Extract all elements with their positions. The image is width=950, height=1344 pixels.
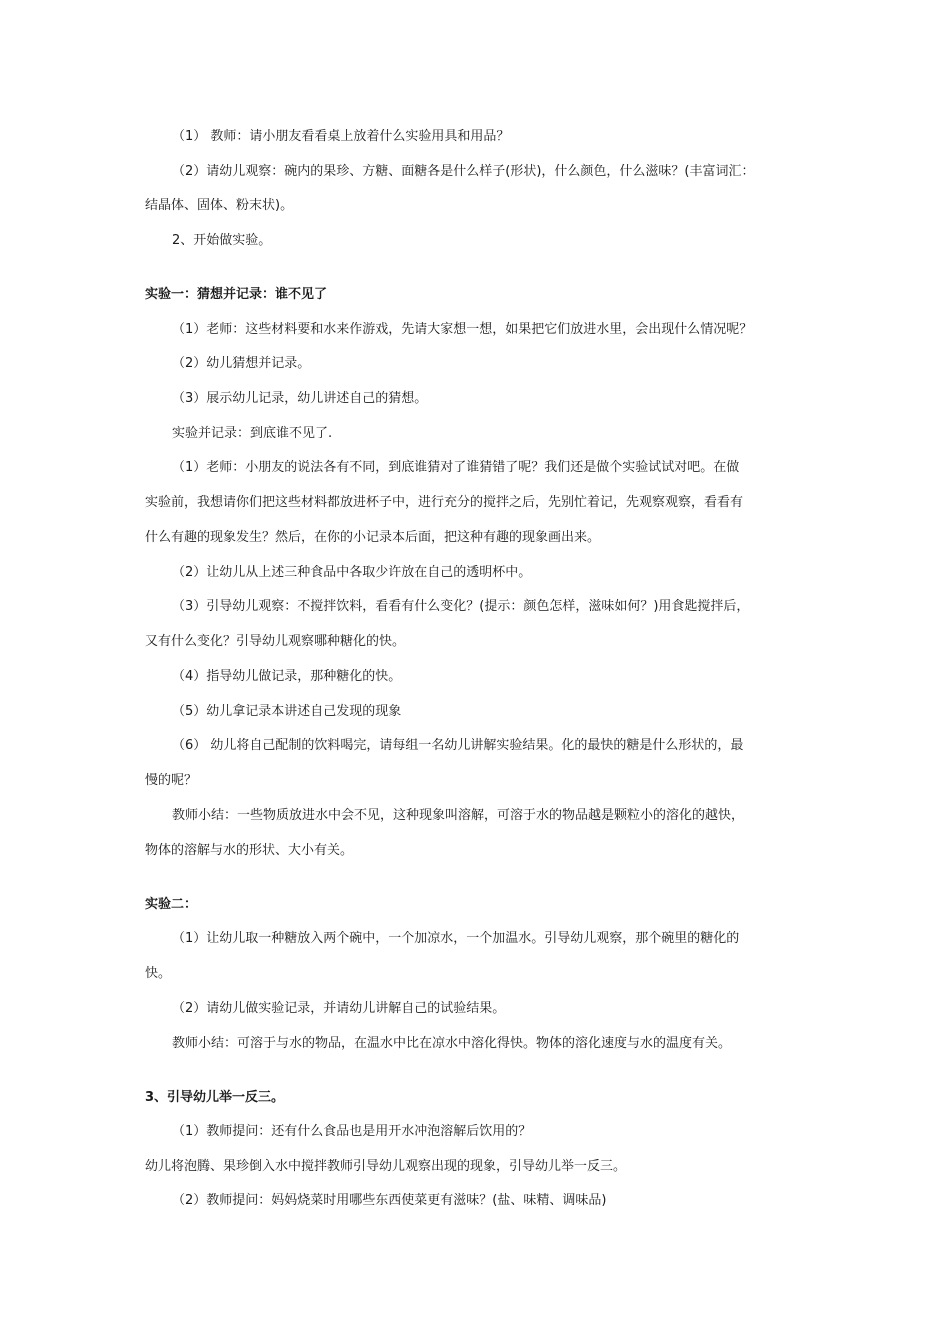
- paragraph-line: （1）让幼儿取一种糖放入两个碗中，一个加凉水，一个加温水。引导幼儿观察，那个碗里的糖化的: [172, 931, 740, 946]
- section-heading: 3、引导幼儿举一反三。: [145, 1090, 285, 1105]
- paragraph-line: 实验前，我想请你们把这些材料都放进杯子中，进行充分的搅拌之后，先别忙着记，先观察观察，看看有: [145, 495, 744, 510]
- paragraph-line: 又有什么变化？引导幼儿观察哪种糖化的快。: [145, 634, 406, 649]
- paragraph-line: （1）教师提问：还有什么食品也是用开水冲泡溶解后饮用的？: [172, 1124, 532, 1139]
- paragraph-line: 结晶体、固体、粉末状)。: [145, 198, 294, 213]
- section-heading: 实验二：: [145, 897, 198, 912]
- paragraph-line: （2）幼儿猜想并记录。: [172, 356, 311, 371]
- section-heading: 实验一：猜想并记录：谁不见了: [145, 287, 328, 302]
- paragraph-line: （5）幼儿拿记录本讲述自己发现的现象: [172, 704, 402, 719]
- paragraph-line: 物体的溶解与水的形状、大小有关。: [145, 843, 354, 858]
- paragraph-line: （6） 幼儿将自己配制的饮料喝完，请每组一名幼儿讲解实验结果。化的最快的糖是什么形状的，最: [172, 738, 744, 753]
- paragraph-line: （1）老师：小朋友的说法各有不同，到底谁猜对了谁猜错了呢？我们还是做个实验试试对吧。在做: [172, 460, 740, 475]
- paragraph-line: （3）引导幼儿观察：不搅拌饮料，看看有什么变化？(提示：颜色怎样，滋味如何？)用食匙搅拌后，: [172, 599, 750, 614]
- paragraph-line: （2）请幼儿做实验记录，并请幼儿讲解自己的试验结果。: [172, 1001, 506, 1016]
- paragraph-line: 幼儿将泡腾、果珍倒入水中搅拌教师引导幼儿观察出现的现象，引导幼儿举一反三。: [145, 1159, 627, 1174]
- paragraph-line: 2、开始做实验。: [172, 233, 272, 248]
- paragraph-line: （4）指导幼儿做记录，那种糖化的快。: [172, 669, 402, 684]
- paragraph-line: （1） 教师：请小朋友看看桌上放着什么实验用具和用品？: [172, 129, 510, 144]
- paragraph-line: 慢的呢？: [145, 773, 198, 788]
- paragraph-line: 什么有趣的现象发生？然后，在你的小记录本后面，把这种有趣的现象画出来。: [145, 530, 601, 545]
- paragraph-line: 实验并记录：到底谁不见了.: [172, 426, 333, 441]
- paragraph-line: （2）让幼儿从上述三种食品中各取少许放在自己的透明杯中。: [172, 565, 532, 580]
- paragraph-line: （1）老师：这些材料要和水来作游戏，先请大家想一想，如果把它们放进水里，会出现什么情况呢？: [172, 322, 753, 337]
- paragraph-line: （2）教师提问：妈妈烧菜时用哪些东西使菜更有滋味？(盐、味精、调味品): [172, 1193, 607, 1208]
- paragraph-line: 教师小结：可溶于与水的物品，在温水中比在凉水中溶化得快。物体的溶化速度与水的温度有关。: [172, 1036, 732, 1051]
- paragraph-line: （3）展示幼儿记录，幼儿讲述自己的猜想。: [172, 391, 428, 406]
- paragraph-line: （2）请幼儿观察：碗内的果珍、方糖、面糖各是什么样子(形状)，什么颜色，什么滋味？(丰富词汇：: [172, 164, 755, 179]
- paragraph-line: 快。: [145, 966, 172, 981]
- paragraph-line: 教师小结：一些物质放进水中会不见，这种现象叫溶解，可溶于水的物品越是颗粒小的溶化的越快，: [172, 808, 745, 823]
